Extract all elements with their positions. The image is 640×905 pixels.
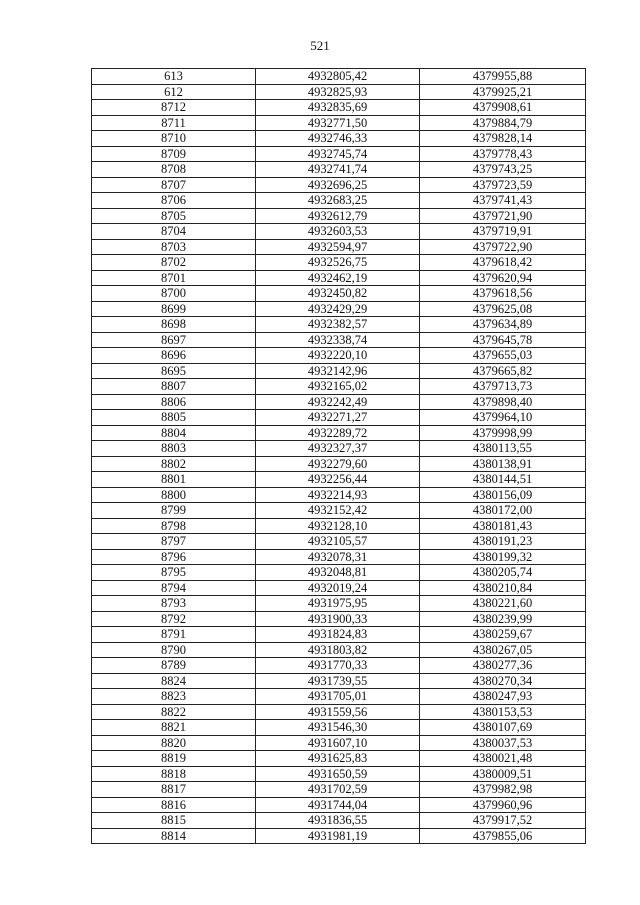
point-number-cell: 8823 <box>92 689 256 705</box>
x-coordinate-cell: 4931607,10 <box>256 735 420 751</box>
y-coordinate-cell: 4379722,90 <box>420 239 586 255</box>
x-coordinate-cell: 4932078,31 <box>256 549 420 565</box>
x-coordinate-cell: 4932128,10 <box>256 518 420 534</box>
point-number-cell: 8699 <box>92 301 256 317</box>
point-number-cell: 8793 <box>92 596 256 612</box>
point-number-cell: 8796 <box>92 549 256 565</box>
y-coordinate-cell: 4380172,00 <box>420 503 586 519</box>
table-row <box>92 689 586 705</box>
y-coordinate-cell: 4379955,88 <box>420 69 586 85</box>
point-number-cell: 8814 <box>92 828 256 844</box>
y-coordinate-cell: 4380205,74 <box>420 565 586 581</box>
point-number-cell: 8707 <box>92 177 256 193</box>
x-coordinate-cell: 4932696,25 <box>256 177 420 193</box>
point-number-cell: 8705 <box>92 208 256 224</box>
table-row <box>92 720 586 736</box>
y-coordinate-cell: 4380199,32 <box>420 549 586 565</box>
x-coordinate-cell: 4931803,82 <box>256 642 420 658</box>
table-row <box>92 410 586 426</box>
point-number-cell: 8704 <box>92 224 256 240</box>
table-row <box>92 487 586 503</box>
point-number-cell: 612 <box>92 84 256 100</box>
table-row <box>92 673 586 689</box>
point-number-cell: 8708 <box>92 162 256 178</box>
table-row <box>92 115 586 131</box>
y-coordinate-cell: 4379625,08 <box>420 301 586 317</box>
point-number-cell: 8706 <box>92 193 256 209</box>
x-coordinate-cell: 4932279,60 <box>256 456 420 472</box>
point-number-cell: 8803 <box>92 441 256 457</box>
table-row <box>92 549 586 565</box>
point-number-cell: 8789 <box>92 658 256 674</box>
x-coordinate-cell: 4932289,72 <box>256 425 420 441</box>
table-row <box>92 332 586 348</box>
point-number-cell: 8790 <box>92 642 256 658</box>
coordinates-table <box>91 68 586 844</box>
table-row <box>92 766 586 782</box>
point-number-cell: 8795 <box>92 565 256 581</box>
point-number-cell: 8799 <box>92 503 256 519</box>
y-coordinate-cell: 4379917,52 <box>420 813 586 829</box>
x-coordinate-cell: 4932382,57 <box>256 317 420 333</box>
table-row <box>92 518 586 534</box>
table-row <box>92 828 586 844</box>
x-coordinate-cell: 4932142,96 <box>256 363 420 379</box>
x-coordinate-cell: 4932825,93 <box>256 84 420 100</box>
x-coordinate-cell: 4931625,83 <box>256 751 420 767</box>
table-row <box>92 239 586 255</box>
x-coordinate-cell: 4932242,49 <box>256 394 420 410</box>
table-row <box>92 317 586 333</box>
table-row <box>92 782 586 798</box>
point-number-cell: 8802 <box>92 456 256 472</box>
page-number: 521 <box>310 38 330 53</box>
table-row <box>92 565 586 581</box>
x-coordinate-cell: 4932771,50 <box>256 115 420 131</box>
point-number-cell: 8801 <box>92 472 256 488</box>
x-coordinate-cell: 4931770,33 <box>256 658 420 674</box>
point-number-cell: 8794 <box>92 580 256 596</box>
table-row <box>92 162 586 178</box>
point-number-cell: 8700 <box>92 286 256 302</box>
x-coordinate-cell: 4932165,02 <box>256 379 420 395</box>
x-coordinate-cell: 4931824,83 <box>256 627 420 643</box>
point-number-cell: 8711 <box>92 115 256 131</box>
y-coordinate-cell: 4380267,05 <box>420 642 586 658</box>
point-number-cell: 8816 <box>92 797 256 813</box>
x-coordinate-cell: 4932526,75 <box>256 255 420 271</box>
x-coordinate-cell: 4932429,29 <box>256 301 420 317</box>
point-number-cell: 8822 <box>92 704 256 720</box>
point-number-cell: 8698 <box>92 317 256 333</box>
y-coordinate-cell: 4379741,43 <box>420 193 586 209</box>
y-coordinate-cell: 4379620,94 <box>420 270 586 286</box>
x-coordinate-cell: 4932835,69 <box>256 100 420 116</box>
y-coordinate-cell: 4380153,53 <box>420 704 586 720</box>
point-number-cell: 8697 <box>92 332 256 348</box>
y-coordinate-cell: 4380210,84 <box>420 580 586 596</box>
point-number-cell: 8824 <box>92 673 256 689</box>
point-number-cell: 8800 <box>92 487 256 503</box>
point-number-cell: 8703 <box>92 239 256 255</box>
x-coordinate-cell: 4932327,37 <box>256 441 420 457</box>
y-coordinate-cell: 4379618,56 <box>420 286 586 302</box>
point-number-cell: 8797 <box>92 534 256 550</box>
point-number-cell: 8709 <box>92 146 256 162</box>
x-coordinate-cell: 4931744,04 <box>256 797 420 813</box>
table-row <box>92 534 586 550</box>
x-coordinate-cell: 4932462,19 <box>256 270 420 286</box>
point-number-cell: 8805 <box>92 410 256 426</box>
table-row <box>92 301 586 317</box>
y-coordinate-cell: 4379618,42 <box>420 255 586 271</box>
table-row <box>92 69 586 85</box>
table-row <box>92 627 586 643</box>
point-number-cell: 8806 <box>92 394 256 410</box>
x-coordinate-cell: 4932214,93 <box>256 487 420 503</box>
x-coordinate-cell: 4931702,59 <box>256 782 420 798</box>
table-row <box>92 348 586 364</box>
y-coordinate-cell: 4379665,82 <box>420 363 586 379</box>
point-number-cell: 8807 <box>92 379 256 395</box>
table-row <box>92 642 586 658</box>
x-coordinate-cell: 4932603,53 <box>256 224 420 240</box>
point-number-cell: 613 <box>92 69 256 85</box>
x-coordinate-cell: 4932594,97 <box>256 239 420 255</box>
table-row <box>92 611 586 627</box>
table-row <box>92 751 586 767</box>
table-row <box>92 580 586 596</box>
point-number-cell: 8819 <box>92 751 256 767</box>
point-number-cell: 8817 <box>92 782 256 798</box>
table-row <box>92 100 586 116</box>
table-row <box>92 394 586 410</box>
x-coordinate-cell: 4932256,44 <box>256 472 420 488</box>
y-coordinate-cell: 4379634,89 <box>420 317 586 333</box>
y-coordinate-cell: 4380181,43 <box>420 518 586 534</box>
x-coordinate-cell: 4932805,42 <box>256 69 420 85</box>
x-coordinate-cell: 4931739,55 <box>256 673 420 689</box>
y-coordinate-cell: 4380113,55 <box>420 441 586 457</box>
table-row <box>92 193 586 209</box>
y-coordinate-cell: 4380107,69 <box>420 720 586 736</box>
y-coordinate-cell: 4380138,91 <box>420 456 586 472</box>
table-row <box>92 735 586 751</box>
point-number-cell: 8712 <box>92 100 256 116</box>
y-coordinate-cell: 4379960,96 <box>420 797 586 813</box>
table-row <box>92 456 586 472</box>
table-row <box>92 286 586 302</box>
table-row <box>92 797 586 813</box>
y-coordinate-cell: 4380239,99 <box>420 611 586 627</box>
point-number-cell: 8815 <box>92 813 256 829</box>
y-coordinate-cell: 4379898,40 <box>420 394 586 410</box>
x-coordinate-cell: 4931650,59 <box>256 766 420 782</box>
point-number-cell: 8696 <box>92 348 256 364</box>
x-coordinate-cell: 4931900,33 <box>256 611 420 627</box>
x-coordinate-cell: 4931836,55 <box>256 813 420 829</box>
point-number-cell: 8804 <box>92 425 256 441</box>
table-row <box>92 813 586 829</box>
y-coordinate-cell: 4380259,67 <box>420 627 586 643</box>
y-coordinate-cell: 4380221,60 <box>420 596 586 612</box>
point-number-cell: 8798 <box>92 518 256 534</box>
x-coordinate-cell: 4932152,42 <box>256 503 420 519</box>
point-number-cell: 8818 <box>92 766 256 782</box>
x-coordinate-cell: 4932612,79 <box>256 208 420 224</box>
table-row <box>92 131 586 147</box>
table-row <box>92 472 586 488</box>
y-coordinate-cell: 4380156,09 <box>420 487 586 503</box>
point-number-cell: 8792 <box>92 611 256 627</box>
table-row <box>92 255 586 271</box>
table-row <box>92 84 586 100</box>
y-coordinate-cell: 4379884,79 <box>420 115 586 131</box>
x-coordinate-cell: 4932683,25 <box>256 193 420 209</box>
y-coordinate-cell: 4379645,78 <box>420 332 586 348</box>
table-row <box>92 441 586 457</box>
x-coordinate-cell: 4932450,82 <box>256 286 420 302</box>
y-coordinate-cell: 4379719,91 <box>420 224 586 240</box>
x-coordinate-cell: 4932048,81 <box>256 565 420 581</box>
table-row <box>92 658 586 674</box>
table-row <box>92 224 586 240</box>
y-coordinate-cell: 4380191,23 <box>420 534 586 550</box>
point-number-cell: 8702 <box>92 255 256 271</box>
table-row <box>92 146 586 162</box>
x-coordinate-cell: 4932019,24 <box>256 580 420 596</box>
y-coordinate-cell: 4380270,34 <box>420 673 586 689</box>
table-row <box>92 425 586 441</box>
x-coordinate-cell: 4932745,74 <box>256 146 420 162</box>
point-number-cell: 8710 <box>92 131 256 147</box>
point-number-cell: 8821 <box>92 720 256 736</box>
table-row <box>92 704 586 720</box>
y-coordinate-cell: 4379743,25 <box>420 162 586 178</box>
point-number-cell: 8701 <box>92 270 256 286</box>
y-coordinate-cell: 4380144,51 <box>420 472 586 488</box>
y-coordinate-cell: 4379855,06 <box>420 828 586 844</box>
y-coordinate-cell: 4380277,36 <box>420 658 586 674</box>
table-row <box>92 363 586 379</box>
y-coordinate-cell: 4380009,51 <box>420 766 586 782</box>
table-row <box>92 379 586 395</box>
x-coordinate-cell: 4931975,95 <box>256 596 420 612</box>
coordinates-table-body <box>92 69 586 844</box>
x-coordinate-cell: 4932338,74 <box>256 332 420 348</box>
y-coordinate-cell: 4380247,93 <box>420 689 586 705</box>
x-coordinate-cell: 4932271,27 <box>256 410 420 426</box>
y-coordinate-cell: 4380037,53 <box>420 735 586 751</box>
y-coordinate-cell: 4379655,03 <box>420 348 586 364</box>
x-coordinate-cell: 4931705,01 <box>256 689 420 705</box>
table-row <box>92 596 586 612</box>
y-coordinate-cell: 4379998,99 <box>420 425 586 441</box>
y-coordinate-cell: 4379982,98 <box>420 782 586 798</box>
y-coordinate-cell: 4379723,59 <box>420 177 586 193</box>
table-row <box>92 503 586 519</box>
table-row <box>92 270 586 286</box>
x-coordinate-cell: 4931546,30 <box>256 720 420 736</box>
y-coordinate-cell: 4379778,43 <box>420 146 586 162</box>
y-coordinate-cell: 4379964,10 <box>420 410 586 426</box>
x-coordinate-cell: 4932105,57 <box>256 534 420 550</box>
y-coordinate-cell: 4379721,90 <box>420 208 586 224</box>
y-coordinate-cell: 4379925,21 <box>420 84 586 100</box>
table-row <box>92 177 586 193</box>
x-coordinate-cell: 4932746,33 <box>256 131 420 147</box>
y-coordinate-cell: 4379908,61 <box>420 100 586 116</box>
y-coordinate-cell: 4380021,48 <box>420 751 586 767</box>
y-coordinate-cell: 4379713,73 <box>420 379 586 395</box>
table-row <box>92 208 586 224</box>
x-coordinate-cell: 4932741,74 <box>256 162 420 178</box>
point-number-cell: 8820 <box>92 735 256 751</box>
x-coordinate-cell: 4931559,56 <box>256 704 420 720</box>
y-coordinate-cell: 4379828,14 <box>420 131 586 147</box>
point-number-cell: 8695 <box>92 363 256 379</box>
point-number-cell: 8791 <box>92 627 256 643</box>
x-coordinate-cell: 4932220,10 <box>256 348 420 364</box>
x-coordinate-cell: 4931981,19 <box>256 828 420 844</box>
